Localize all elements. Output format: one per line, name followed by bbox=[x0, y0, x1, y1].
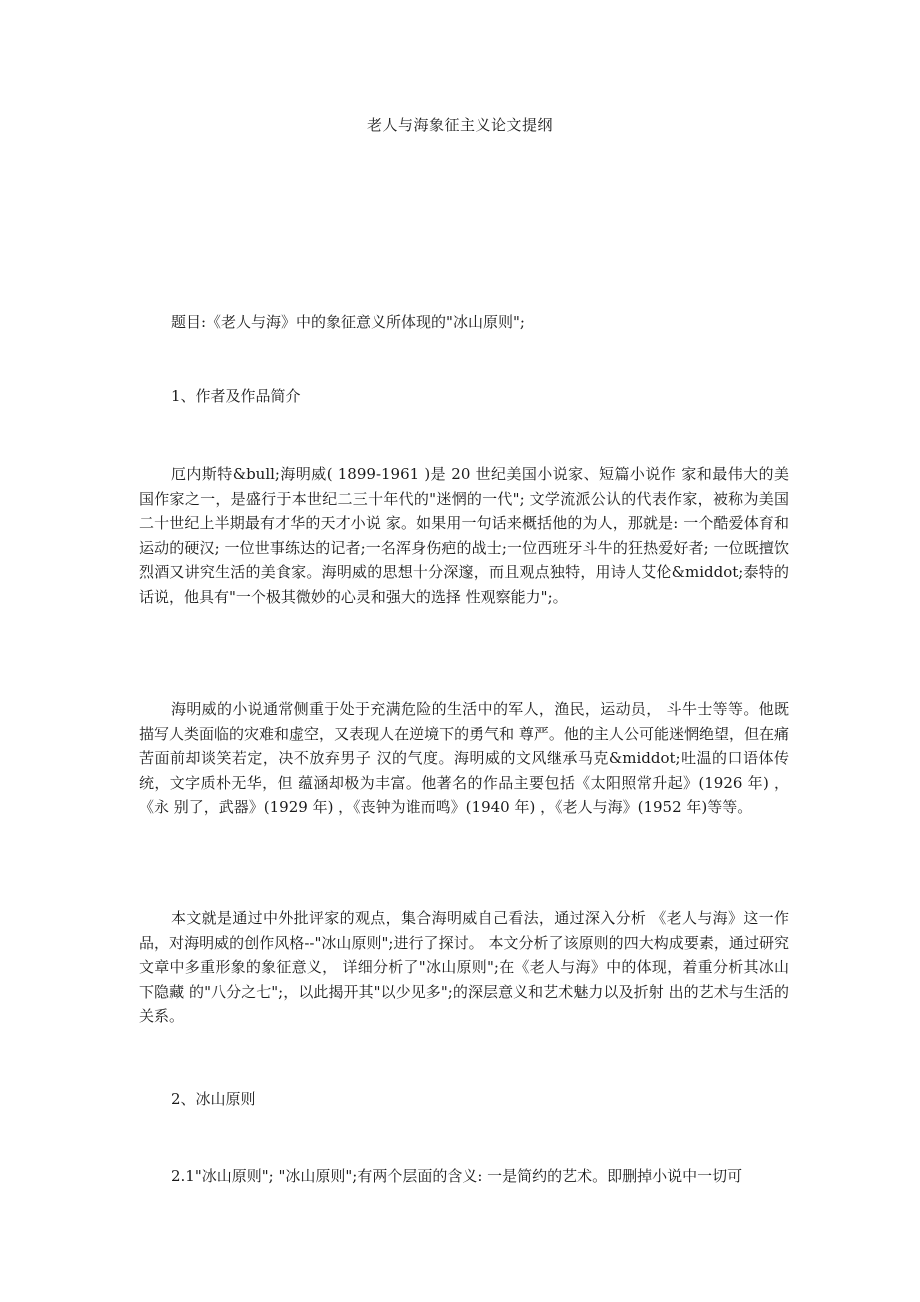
paragraph-author-intro: 厄内斯特&bull;海明威( 1899-1961 )是 20 世纪美国小说家、短篇小说作 家和最伟大的美国作家之一，是盛行于本世纪二三十年代的"迷惘的一代"; 文学流派公认的代表作家，被称为美国二十世纪上半期最有才华的天才小说 家。如果用一句话来概括他的为人，那就是: 一个酷爱体育和运动的硬汉; 一位世事练达的记者;一名浑身伤疤的战士;一位西班牙斗牛的狂热爱好者; 一位既擅饮烈酒又讲究生活的美食家。海明威的思想十分深邃，而且观点独特，用诗人艾伦&middot;泰特的话说，他具有"一个极其微妙的心灵和强大的选择 性观察能力";。 bbox=[139, 465, 789, 606]
paragraph-thesis-overview: 本文就是通过中外批评家的观点，集合海明威自己看法，通过深入分析 《老人与海》这一作品，对海明威的创作风格--"冰山原则";进行了探讨。 本文分析了该原则的四大构成要素，通过研究文章中多重形象的象征意义， 详细分析了"冰山原则";在《老人与海》中的体现，着重分析其冰山下隐藏 的"八分之七";，以此揭开其"以少见多";的深层意义和艺术魅力以及折射 出的艺术与生活的关系。 bbox=[139, 909, 789, 1025]
section-heading-1: 1、作者及作品简介 bbox=[171, 387, 301, 405]
section-heading-2: 2、冰山原则 bbox=[171, 1090, 256, 1108]
document-title: 老人与海象征主义论文提纲 bbox=[366, 116, 553, 134]
topic-line: 题目:《老人与海》中的象征意义所体现的"冰山原则"; bbox=[171, 313, 525, 331]
paragraph-novel-style: 海明威的小说通常侧重于处于充满危险的生活中的军人，渔民，运动员， 斗牛士等等。他既描写人类面临的灾难和虚空，又表现人在逆境下的勇气和 尊严。他的主人公可能迷惘绝望，但在痛苦面前却谈笑若定，决不放弃男子 汉的气度。海明威的文风继承马克&middot;吐温的口语体传统，文字质朴无华，但 蕴涵却极为丰富。他著名的作品主要包括《太阳照常升起》(1926 年) ，《永 别了，武器》(1929 年) ，《丧钟为谁而鸣》(1940 年) ，《老人与海》(1952 年)等等。 bbox=[139, 700, 789, 816]
paragraph-iceberg-principle: 2.1"冰山原则"; "冰山原则";有两个层面的含义: 一是简约的艺术。即删掉小说中一切可 bbox=[171, 1167, 743, 1185]
